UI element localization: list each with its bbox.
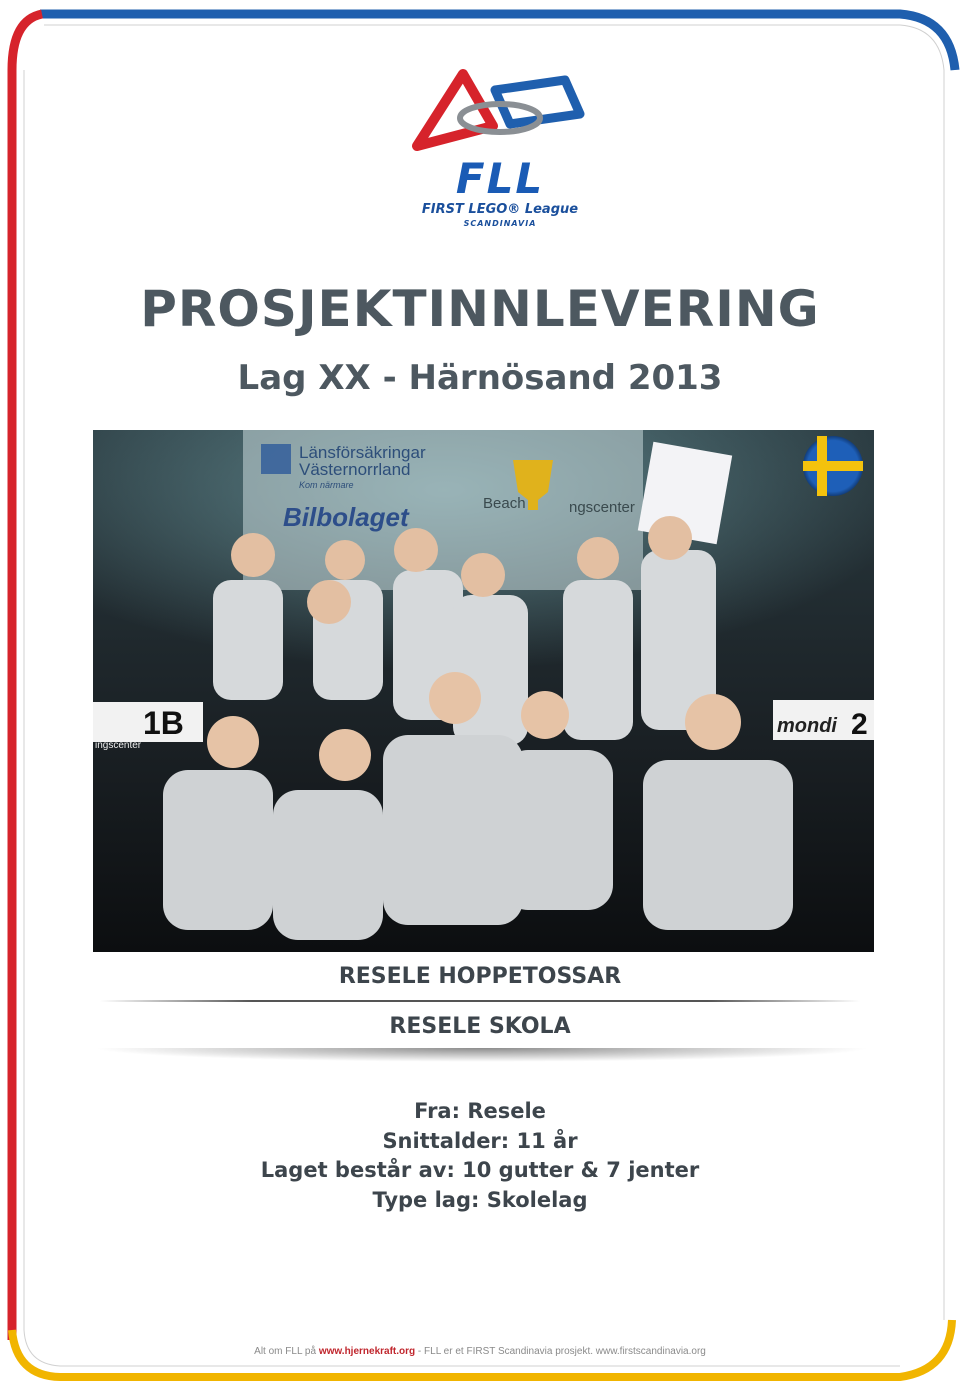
school-name: RESELE SKOLA	[389, 1014, 571, 1039]
fll-logo	[405, 66, 595, 236]
team-photo	[93, 430, 874, 952]
fact-average-age: Snittalder: 11 år	[382, 1128, 578, 1153]
table-sign-left: 1B	[143, 705, 184, 741]
table-sign-right: 2	[851, 708, 868, 741]
page-subtitle: Lag XX - Härnösand 2013	[237, 358, 723, 398]
sponsor-text-5: ingscenter	[95, 740, 142, 751]
footer	[0, 1346, 960, 1357]
team-facts	[0, 1097, 960, 1215]
footer-link-hjernekraft[interactable]: www.hjernekraft.org	[318, 1346, 416, 1357]
logo-subline: FIRST LEGO® League	[421, 202, 579, 217]
sponsor-text-4: mondi	[777, 715, 837, 737]
team-name: RESELE HOPPETOSSAR	[338, 964, 622, 989]
divider	[100, 1000, 860, 1002]
sponsor-text-1b: Västernorrland	[299, 460, 411, 479]
page-title: PROSJEKTINNLEVERING	[140, 280, 820, 338]
footer-prefix: Alt om FLL på	[254, 1346, 319, 1357]
fact-from: Fra: Resele	[414, 1099, 546, 1123]
shadow-divider	[92, 1048, 872, 1062]
sponsor-text-3: Beach	[483, 495, 526, 512]
sponsor-text-2: Bilbolaget	[283, 502, 409, 532]
fact-team-composition: Laget består av: 10 gutter & 7 jenter	[260, 1158, 700, 1182]
sweden-flag-icon	[803, 436, 863, 496]
fact-team-type: Type lag: Skolelag	[372, 1187, 588, 1212]
fll-logo-mark-icon	[405, 66, 595, 156]
logo-wordmark: FLL	[455, 154, 545, 203]
sponsor-text-1: Länsförsäkringar	[299, 443, 426, 462]
sponsor-text-3b: ngscenter	[569, 499, 635, 516]
sponsor-text-1c: Kom närmare	[299, 480, 354, 490]
footer-suffix: - FLL er et FIRST Scandinavia prosjekt. www.firstscandinavia.org	[415, 1346, 706, 1357]
logo-region: SCANDINAVIA	[463, 219, 537, 228]
